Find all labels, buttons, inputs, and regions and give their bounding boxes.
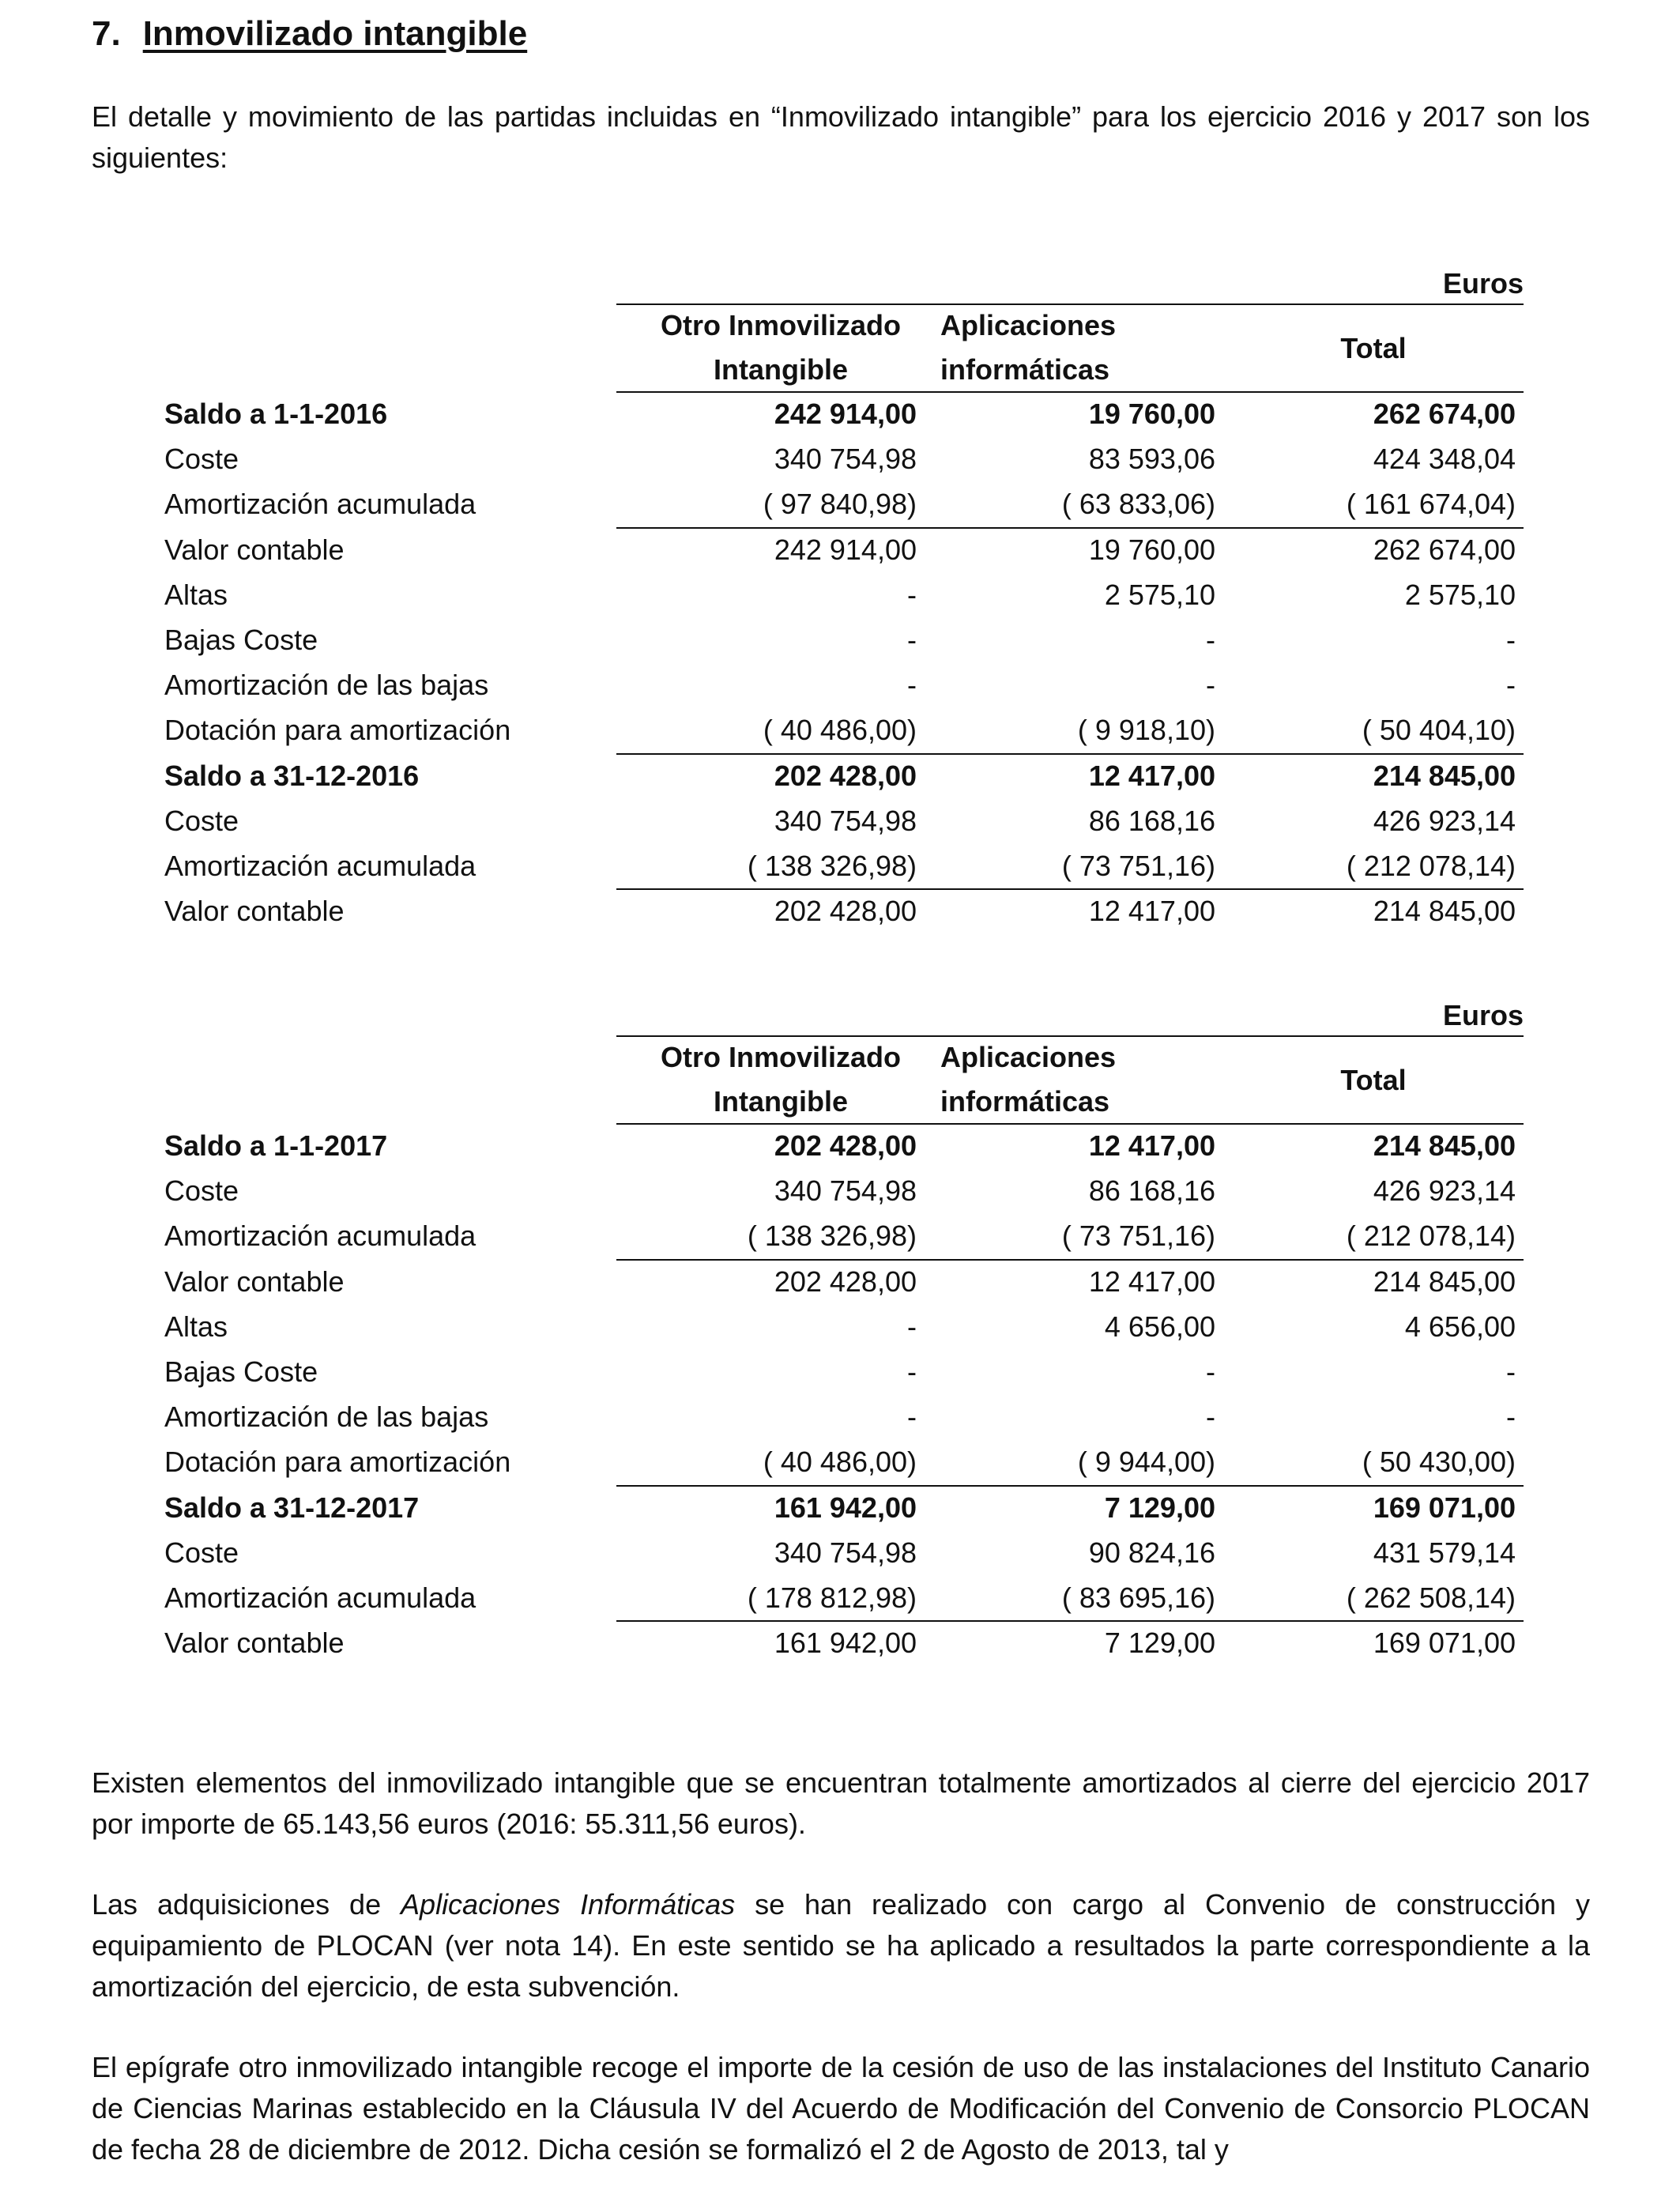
row-label: Saldo a 1-1-2016 [164,398,388,430]
unit-label: Euros [1442,999,1524,1031]
row-value-col1: - [907,669,917,702]
column-header-line: Total [1340,332,1407,364]
column-header-1 [615,1035,947,1125]
row-value-col1: - [907,1355,917,1388]
row-label: Dotación para amortización [164,714,511,747]
row-value-col2: ( 83 695,16) [1061,1581,1215,1614]
row-value-col1: 161 942,00 [774,1627,917,1660]
row-value-col3: 214 845,00 [1373,1129,1516,1162]
row-value-col3: 262 674,00 [1373,398,1516,430]
row-value-col3: 431 579,14 [1373,1536,1516,1569]
row-value-col1: ( 178 812,98) [747,1581,917,1614]
table-row [164,1350,1524,1394]
row-value-col2: - [1206,1400,1215,1434]
row-value-col3: ( 212 078,14) [1346,1220,1516,1253]
column-header-3 [1223,303,1524,394]
row-value-col3: 169 071,00 [1373,1627,1516,1660]
column-header-line: Intangible [714,353,848,386]
paragraph-other-intangible: El epígrafe otro inmovilizado intangible recoge el importe de la cesión de uso de las instalaciones del Instituto Canario de Ciencias Marinas establecido en la Cláusula IV del Acuerdo de Modificación del Convenio de Consorcio PLOCAN de fecha 28 de diciembre de 2012. Dicha cesión se formalizó el 2 de Agosto de 2013, tal y [92,2051,1590,2166]
row-value-col3: 214 845,00 [1373,1265,1516,1298]
paragraph-fully-amortized: Existen elementos del inmovilizado intangible que se encuentran totalmente amortizados al cierre del ejercicio 2017 por importe de 65.143,56 euros (2016: 55.311,56 euros). [92,1766,1590,1840]
row-value-col1: ( 40 486,00) [763,714,917,747]
column-header-1 [615,303,947,394]
column-header-2 [915,1035,1231,1125]
unit-label: Euros [1442,267,1524,300]
row-label: Coste [164,443,239,476]
row-label: Amortización acumulada [164,488,477,521]
row-value-col3: - [1506,669,1516,702]
row-value-col3: 426 923,14 [1373,804,1516,837]
row-value-col2: 90 824,16 [1088,1536,1215,1569]
row-label: Saldo a 31-12-2016 [164,759,420,792]
movement-table-2017 [164,996,1524,1691]
row-value-col3: 214 845,00 [1373,895,1516,928]
table-row [164,663,1524,707]
row-value-col1: - [907,1400,917,1434]
row-label: Altas [164,578,228,611]
row-label: Coste [164,804,239,837]
software-term: Aplicaciones Informáticas [401,1888,736,1921]
row-value-col2: 19 760,00 [1088,533,1215,566]
row-label: Valor contable [164,895,345,928]
table-row [164,1305,1524,1349]
section-title: Inmovilizado intangible [142,14,528,53]
table-row [164,1260,1524,1304]
column-header-line: Aplicaciones [940,309,1117,341]
row-value-col2: 86 168,16 [1088,1174,1215,1208]
paragraph-software-acquisitions: Las adquisiciones de Aplicaciones Informáticas se han realizado con cargo al Convenio de construcción y equipamiento de PLOCAN (ver nota 14). En este sentido se ha aplicado a resultados la parte correspondiente a la amortización del ejercicio, de esta subvención. [92,1888,1590,2003]
row-value-col3: 426 923,14 [1373,1174,1516,1208]
row-value-col3: - [1506,624,1516,656]
table-row [164,1214,1524,1258]
row-value-col3: ( 212 078,14) [1346,850,1516,882]
row-value-col2: 7 129,00 [1104,1491,1215,1524]
row-value-col2: ( 9 918,10) [1077,714,1215,747]
table-row [164,528,1524,572]
table-row [164,1395,1524,1439]
row-label: Saldo a 31-12-2017 [164,1491,420,1524]
row-value-col1: 202 428,00 [774,895,917,928]
row-value-col1: ( 40 486,00) [763,1446,917,1479]
row-value-col1: - [907,578,917,611]
row-value-col2: 19 760,00 [1088,398,1215,430]
row-value-col1: ( 138 326,98) [747,1220,917,1253]
row-label: Bajas Coste [164,1355,318,1388]
row-value-col2: ( 73 751,16) [1061,1220,1215,1253]
row-value-col2: 86 168,16 [1088,804,1215,837]
row-label: Amortización acumulada [164,850,477,882]
row-value-col2: 7 129,00 [1104,1627,1215,1660]
row-value-col1: - [907,624,917,656]
row-value-col2: - [1206,624,1215,656]
row-label: Amortización de las bajas [164,669,489,702]
row-value-col3: - [1506,1355,1516,1388]
row-label: Valor contable [164,1265,345,1298]
row-value-col3: 424 348,04 [1373,443,1516,476]
row-value-col2: ( 73 751,16) [1061,850,1215,882]
row-value-col2: 2 575,10 [1104,578,1215,611]
table-row [164,618,1524,662]
row-value-col1: 340 754,98 [774,1536,917,1569]
row-label: Coste [164,1174,239,1208]
column-header-line: Otro Inmovilizado [660,309,901,341]
row-value-col3: ( 50 404,10) [1362,714,1516,747]
row-value-col2: 12 417,00 [1088,1265,1215,1298]
table-row [164,1486,1524,1530]
row-value-col3: 4 656,00 [1404,1310,1516,1343]
column-header-2 [915,303,1231,394]
row-label: Valor contable [164,1627,345,1660]
column-header-line: informáticas [940,1085,1110,1118]
table-row [164,392,1524,436]
row-value-col3: 2 575,10 [1404,578,1516,611]
row-value-col1: 202 428,00 [774,759,917,792]
row-value-col3: 262 674,00 [1373,533,1516,566]
row-label: Dotación para amortización [164,1446,511,1479]
row-value-col1: ( 97 840,98) [763,488,917,521]
row-value-col1: 340 754,98 [774,1174,917,1208]
row-label: Amortización acumulada [164,1581,477,1614]
row-value-col3: ( 161 674,04) [1346,488,1516,521]
table-row [164,799,1524,843]
table-row [164,437,1524,481]
row-value-col1: 340 754,98 [774,804,917,837]
row-label: Coste [164,1536,239,1569]
column-header-line: Aplicaciones [940,1041,1117,1073]
row-value-col1: 202 428,00 [774,1265,917,1298]
row-value-col1: - [907,1310,917,1343]
row-value-col2: 12 417,00 [1088,759,1215,792]
table-row [164,1440,1524,1484]
table-row [164,1576,1524,1620]
row-value-col1: 161 942,00 [774,1491,917,1524]
section-number: 7. [92,14,121,53]
row-value-col3: ( 262 508,14) [1346,1581,1516,1614]
row-value-col3: 169 071,00 [1373,1491,1516,1524]
table-row [164,1169,1524,1213]
section-heading [92,14,527,54]
table-row [164,1124,1524,1168]
row-value-col2: - [1206,1355,1215,1388]
table-row [164,844,1524,888]
row-label: Saldo a 1-1-2017 [164,1129,388,1162]
column-header-line: Otro Inmovilizado [660,1041,901,1073]
intro-paragraph: El detalle y movimiento de las partidas incluidas en “Inmovilizado intangible” para los ejercicio 2016 y 2017 son los siguientes: [92,100,1590,174]
row-value-col2: 83 593,06 [1088,443,1215,476]
row-value-col3: 214 845,00 [1373,759,1516,792]
column-header-3 [1223,1035,1524,1125]
row-label: Valor contable [164,533,345,566]
table-row [164,889,1524,933]
row-value-col2: ( 63 833,06) [1061,488,1215,521]
column-header-line: Total [1340,1064,1407,1096]
row-value-col2: - [1206,669,1215,702]
row-value-col1: ( 138 326,98) [747,850,917,882]
row-value-col3: ( 50 430,00) [1362,1446,1516,1479]
row-value-col1: 242 914,00 [774,398,917,430]
row-label: Altas [164,1310,228,1343]
row-label: Bajas Coste [164,624,318,656]
row-value-col1: 242 914,00 [774,533,917,566]
table-row [164,708,1524,752]
row-label: Amortización de las bajas [164,1400,489,1434]
row-value-col2: 12 417,00 [1088,1129,1215,1162]
table-row [164,482,1524,526]
table-row [164,573,1524,617]
table-row [164,754,1524,798]
row-value-col1: 202 428,00 [774,1129,917,1162]
table-row [164,1621,1524,1665]
row-value-col2: 12 417,00 [1088,895,1215,928]
row-value-col2: 4 656,00 [1104,1310,1215,1343]
row-label: Amortización acumulada [164,1220,477,1253]
column-header-line: informáticas [940,353,1110,386]
row-value-col1: 340 754,98 [774,443,917,476]
movement-table-2016 [164,264,1524,959]
row-value-col3: - [1506,1400,1516,1434]
column-header-line: Intangible [714,1085,848,1118]
row-value-col2: ( 9 944,00) [1077,1446,1215,1479]
table-row [164,1531,1524,1575]
